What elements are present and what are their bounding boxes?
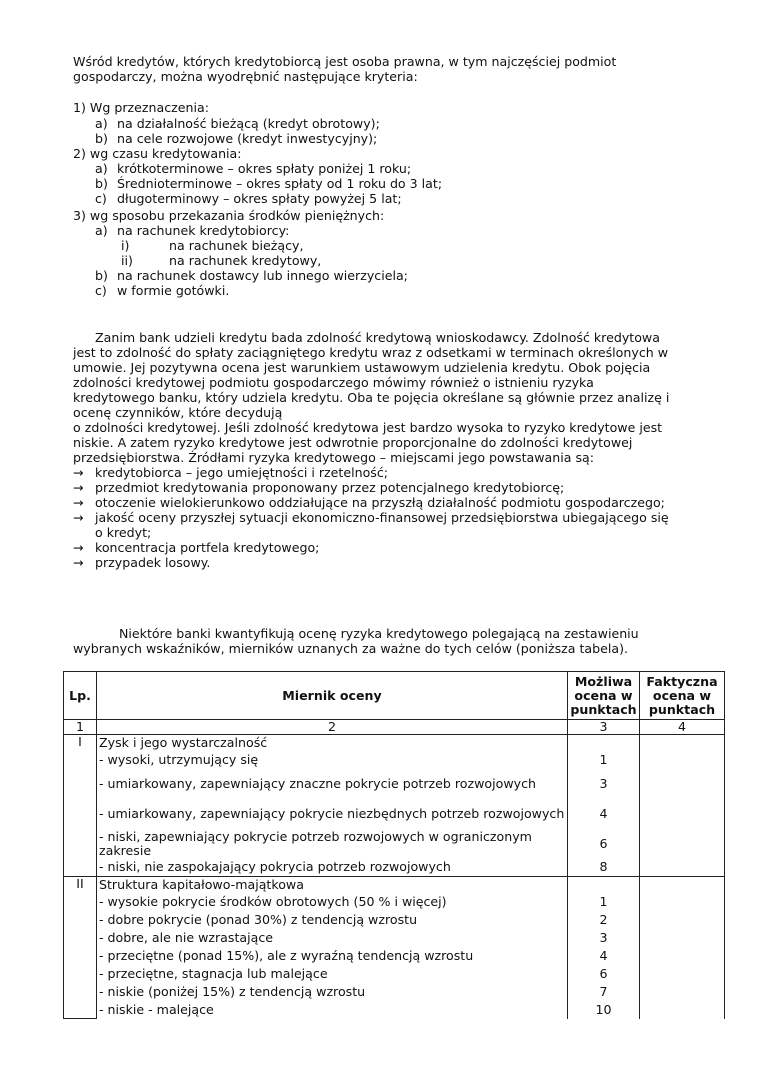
measure-text: - niski, nie zaspokajający pokrycia potrzeb rozwojowych bbox=[97, 859, 568, 877]
actual-score-cell bbox=[640, 983, 725, 1001]
table-row bbox=[64, 829, 725, 859]
column-number: 4 bbox=[640, 720, 725, 735]
measure-text: - dobre, ale nie wzrastające bbox=[97, 929, 568, 947]
possible-score: 4 bbox=[568, 947, 640, 965]
list-item bbox=[73, 283, 693, 298]
bullet-item bbox=[73, 540, 693, 555]
table-header-row bbox=[64, 672, 725, 720]
arrow-bullet-icon: → bbox=[73, 540, 84, 555]
list-item bbox=[73, 223, 693, 238]
possible-score: 8 bbox=[568, 859, 640, 877]
item-text: na cele rozwojowe (kredyt inwestycyjny); bbox=[117, 131, 378, 146]
table-row bbox=[64, 769, 725, 799]
measure-text: - wysoki, utrzymujący się bbox=[97, 751, 568, 769]
section-lp: II bbox=[64, 877, 97, 1019]
table-row bbox=[64, 929, 725, 947]
criteria-list bbox=[73, 100, 693, 298]
measure-text: - przeciętne, stagnacja lub malejące bbox=[97, 965, 568, 983]
item-text: na rachunek kredytowy, bbox=[169, 253, 322, 268]
actual-score-cell bbox=[640, 799, 725, 829]
section-title-row bbox=[64, 877, 725, 893]
header-measure: Miernik oceny bbox=[97, 672, 568, 720]
intro-paragraph bbox=[73, 54, 693, 84]
paragraph-line: ocenę czynników, które decydują bbox=[73, 405, 283, 420]
credit-paragraph bbox=[73, 330, 693, 570]
bullet-item bbox=[73, 480, 693, 495]
item-text: na rachunek bieżący, bbox=[169, 238, 304, 253]
actual-score-cell bbox=[640, 893, 725, 911]
table-row bbox=[64, 859, 725, 877]
item-mark: b) bbox=[95, 176, 108, 191]
possible-score: 6 bbox=[568, 829, 640, 859]
table-row bbox=[64, 1001, 725, 1019]
criterion-heading: 3) wg sposobu przekazania środków pieniężnych: bbox=[73, 208, 385, 223]
section-title-row bbox=[64, 735, 725, 751]
item-mark: a) bbox=[95, 116, 108, 131]
arrow-bullet-icon: → bbox=[73, 465, 84, 480]
list-item bbox=[73, 238, 693, 253]
arrow-bullet-icon: → bbox=[73, 510, 84, 525]
empty-cell bbox=[640, 877, 725, 893]
table-intro bbox=[73, 626, 693, 656]
measure-text: - umiarkowany, zapewniający pokrycie niezbędnych potrzeb rozwojowych bbox=[97, 799, 568, 829]
measure-text: - umiarkowany, zapewniający znaczne pokrycie potrzeb rozwojowych bbox=[97, 769, 568, 799]
list-item bbox=[73, 268, 693, 283]
bullet-item bbox=[73, 555, 693, 570]
list-item bbox=[73, 253, 693, 268]
arrow-bullet-icon: → bbox=[73, 480, 84, 495]
actual-score-cell bbox=[640, 947, 725, 965]
measure-text: - niskie - malejące bbox=[97, 1001, 568, 1019]
item-mark: c) bbox=[95, 283, 107, 298]
item-text: Średnioterminowe – okres spłaty od 1 roku do 3 lat; bbox=[117, 176, 443, 191]
measure-text: - dobre pokrycie (ponad 30%) z tendencją wzrostu bbox=[97, 911, 568, 929]
item-mark: a) bbox=[95, 161, 108, 176]
item-text: na rachunek kredytobiorcy: bbox=[117, 223, 290, 238]
arrow-bullet-icon: → bbox=[73, 555, 84, 570]
item-mark: a) bbox=[95, 223, 108, 238]
bullet-text: kredytobiorca – jego umiejętności i rzetelność; bbox=[95, 465, 389, 480]
paragraph-line: niskie. A zatem ryzyko kredytowe jest odwrotnie proporcjonalne do zdolności kredytowej bbox=[73, 435, 633, 450]
paragraph-line: kredytowego banku, który udziela kredytu. Oba te pojęcia określane są głównie przez analizę i bbox=[73, 390, 670, 405]
actual-score-cell bbox=[640, 859, 725, 877]
bullet-text: otoczenie wielokierunkowo oddziałujące na przyszłą działalność podmiotu gospodarczego; bbox=[95, 495, 665, 510]
list-item bbox=[73, 191, 693, 206]
item-mark: b) bbox=[95, 131, 108, 146]
actual-score-cell bbox=[640, 829, 725, 859]
measure-text: - niski, zapewniający pokrycie potrzeb rozwojowych w ograniczonym zakresie bbox=[97, 829, 568, 859]
actual-score-cell bbox=[640, 1001, 725, 1019]
table-row bbox=[64, 893, 725, 911]
actual-score-cell bbox=[640, 751, 725, 769]
list-item bbox=[73, 176, 693, 191]
intro-line: gospodarczy, można wyodrębnić następujące kryteria: bbox=[73, 69, 418, 84]
table-row bbox=[64, 799, 725, 829]
table-intro-line: Niektóre banki kwantyfikują ocenę ryzyka kredytowego polegającą na zestawieniu bbox=[119, 626, 639, 641]
actual-score-cell bbox=[640, 929, 725, 947]
actual-score-cell bbox=[640, 911, 725, 929]
list-item bbox=[73, 116, 693, 131]
table-row bbox=[64, 965, 725, 983]
list-item bbox=[73, 161, 693, 176]
intro-line: Wśród kredytów, których kredytobiorcą jest osoba prawna, w tym najczęściej podmiot bbox=[73, 54, 617, 69]
item-text: krótkoterminowe – okres spłaty poniżej 1 roku; bbox=[117, 161, 412, 176]
empty-cell bbox=[640, 735, 725, 751]
bullet-item bbox=[73, 495, 693, 510]
bullet-item bbox=[73, 510, 693, 525]
item-text: na rachunek dostawcy lub innego wierzyciela; bbox=[117, 268, 408, 283]
paragraph-line: jest to zdolność do spłaty zaciągniętego kredytu wraz z odsetkami w terminach określonych w bbox=[73, 345, 669, 360]
table-row bbox=[64, 983, 725, 1001]
bullet-text: koncentracja portfela kredytowego; bbox=[95, 540, 320, 555]
possible-score: 2 bbox=[568, 911, 640, 929]
bullet-continuation: o kredyt; bbox=[95, 525, 152, 540]
possible-score: 7 bbox=[568, 983, 640, 1001]
item-text: w formie gotówki. bbox=[117, 283, 230, 298]
header-possible-score: Możliwa ocena w punktach bbox=[568, 672, 640, 720]
possible-score: 1 bbox=[568, 893, 640, 911]
possible-score: 6 bbox=[568, 965, 640, 983]
item-text: długoterminowy – okres spłaty powyżej 5 lat; bbox=[117, 191, 402, 206]
criterion-heading: 2) wg czasu kredytowania: bbox=[73, 146, 242, 161]
possible-score: 10 bbox=[568, 1001, 640, 1019]
bullet-item bbox=[73, 465, 693, 480]
header-actual-score: Faktyczna ocena w punktach bbox=[640, 672, 725, 720]
table-intro-line: wybranych wskaźników, mierników uznanych za ważne do tych celów (poniższa tabela). bbox=[73, 641, 629, 656]
item-mark: b) bbox=[95, 268, 108, 283]
possible-score: 4 bbox=[568, 799, 640, 829]
table-row bbox=[64, 947, 725, 965]
section-lp: I bbox=[64, 735, 97, 877]
actual-score-cell bbox=[640, 965, 725, 983]
table-row bbox=[64, 911, 725, 929]
possible-score: 3 bbox=[568, 769, 640, 799]
table-row bbox=[64, 751, 725, 769]
empty-cell bbox=[568, 735, 640, 751]
criterion-heading: 1) Wg przeznaczenia: bbox=[73, 100, 209, 115]
item-mark: c) bbox=[95, 191, 107, 206]
bullet-text: jakość oceny przyszłej sytuacji ekonomiczno-finansowej przedsiębiorstwa ubiegającego się bbox=[95, 510, 669, 525]
paragraph-line: zdolności kredytowej podmiotu gospodarczego mówimy również o istnieniu ryzyka bbox=[73, 375, 594, 390]
measure-text: - wysokie pokrycie środków obrotowych (50 % i więcej) bbox=[97, 893, 568, 911]
column-number-row bbox=[64, 720, 725, 735]
possible-score: 1 bbox=[568, 751, 640, 769]
column-number: 1 bbox=[64, 720, 97, 735]
empty-cell bbox=[568, 877, 640, 893]
list-item bbox=[73, 131, 693, 146]
column-number: 2 bbox=[97, 720, 568, 735]
actual-score-cell bbox=[640, 769, 725, 799]
section-title: Zysk i jego wystarczalność bbox=[97, 735, 568, 751]
item-mark: ii) bbox=[121, 253, 133, 268]
risk-assessment-table bbox=[63, 671, 725, 1019]
section-title: Struktura kapitałowo-majątkowa bbox=[97, 877, 568, 893]
bullet-text: przedmiot kredytowania proponowany przez potencjalnego kredytobiorcę; bbox=[95, 480, 565, 495]
possible-score: 3 bbox=[568, 929, 640, 947]
paragraph-line: umowie. Jej pozytywna ocena jest warunkiem ustawowym udzielenia kredytu. Obok pojęcia bbox=[73, 360, 651, 375]
header-lp: Lp. bbox=[64, 672, 97, 720]
arrow-bullet-icon: → bbox=[73, 495, 84, 510]
item-mark: i) bbox=[121, 238, 130, 253]
measure-text: - przeciętne (ponad 15%), ale z wyraźną tendencją wzrostu bbox=[97, 947, 568, 965]
item-text: na działalność bieżącą (kredyt obrotowy); bbox=[117, 116, 380, 131]
column-number: 3 bbox=[568, 720, 640, 735]
paragraph-line: przedsiębiorstwa. Źródłami ryzyka kredytowego – miejscami jego powstawania są: bbox=[73, 450, 594, 465]
measure-text: - niskie (poniżej 15%) z tendencją wzrostu bbox=[97, 983, 568, 1001]
paragraph-line: Zanim bank udzieli kredytu bada zdolność kredytową wnioskodawcy. Zdolność kredytowa bbox=[95, 330, 660, 345]
bullet-text: przypadek losowy. bbox=[95, 555, 211, 570]
paragraph-line: o zdolności kredytowej. Jeśli zdolność kredytowa jest bardzo wysoka to ryzyko kredytowe jest bbox=[73, 420, 663, 435]
